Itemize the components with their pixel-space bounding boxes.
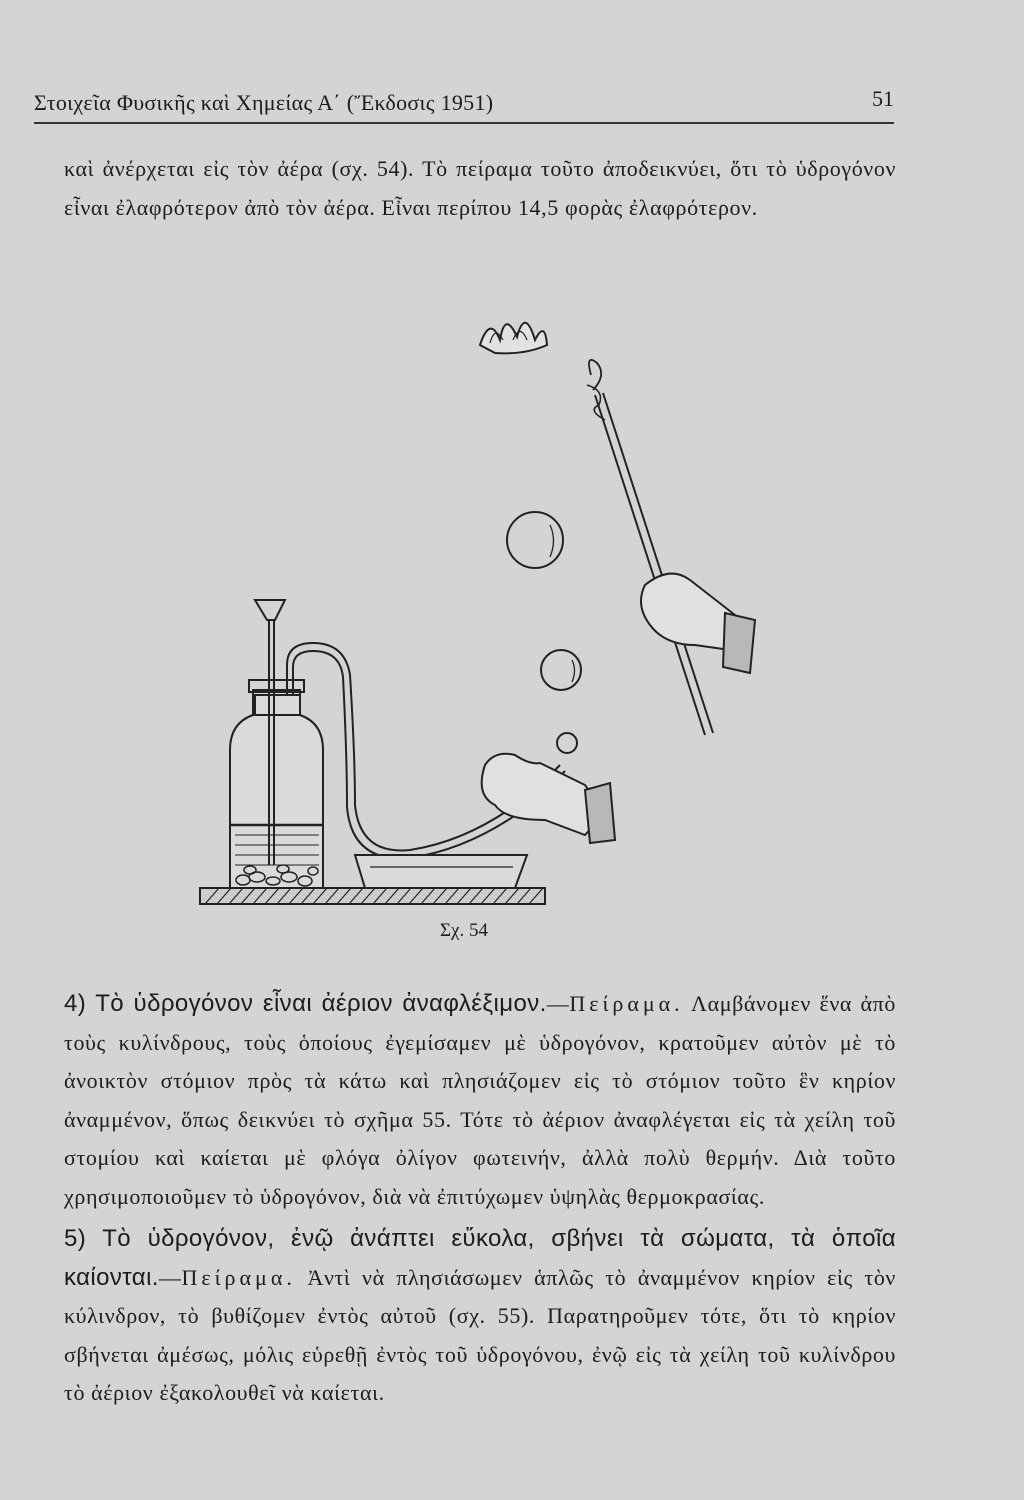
section-4-dash: — — [546, 991, 570, 1016]
section-5-heading: 5) Τὸ ὑδρογόνον, ἐνῷ ἀνάπτει εὔκολα, σβήνει τὰ σώματα, τὰ ὁποῖα καίονται. — [64, 1225, 896, 1291]
section-4-label: Πείραμα. — [569, 991, 684, 1016]
section-5-label: Πείραμα. — [181, 1264, 296, 1290]
section-4-paragraph — [64, 985, 896, 1216]
section-5-paragraph — [64, 1220, 896, 1413]
figure-54-illustration — [195, 295, 775, 930]
section-4-text: Λαμβάνομεν ἕνα ἀπὸ τοὺς κυλίνδρους, τοὺς ὁποίους ἐγεμίσαμεν μὲ ὑδρογόνον, κρατοῦμεν αὐτὸν μὲ τὸ ἀνοικτὸν στόμιον πρὸς τὰ κάτω καὶ πλησιάζομεν εἰς τὸ στόμιον τοῦτο ἓν κηρίον ἀναμμένον, ὅπως δεικνύει τὸ σχῆμα 55. Τότε τὸ ἀέριον ἀναφλέγεται εἰς τὰ χείλη τοῦ στομίου καὶ καίεται μὲ φλόγα ὀλίγον φωτεινήν, ἀλλὰ πολὺ θερμήν. Διὰ τοῦτο χρησιμοποιοῦμεν τὸ ὑδρογόνον, διὰ νὰ ἐπιτύχωμεν ὑψηλὰς θερμοκρασίας. — [64, 991, 896, 1209]
intro-paragraph: καὶ ἀνέρχεται εἰς τὸν ἀέρα (σχ. 54). Τὸ πείραμα τοῦτο ἀποδεικνύει, ὅτι τὸ ὑδρογόνον εἶναι ἐλαφρότερον ἀπὸ τὸν ἀέρα. Εἶναι περίπου 14,5 φορὰς ἐλαφρότερον. — [64, 156, 896, 220]
running-title: Στοιχεῖα Φυσικῆς καὶ Χημείας Α΄ (Ἔκδοσις 1951) — [34, 90, 494, 115]
section-5-text: Ἀντὶ νὰ πλησιάσωμεν ἁπλῶς τὸ ἀναμμένον κηρίον εἰς τὸν κύλινδρον, τὸ βυθίζομεν ἐντὸς αὐτοῦ (σχ. 55). Παρατηροῦμεν τότε, ὅτι τὸ κηρίον σβήνεται ἀμέσως, μόλις εὑρεθῇ ἐντὸς τοῦ ὑδρογόνου, ἐνῷ εἰς τὰ χείλη τοῦ κυλίνδρου τὸ ἀέριον ἐξακολουθεῖ νὰ καίεται. — [64, 1264, 896, 1405]
page-number: 51 — [872, 86, 894, 111]
running-header — [34, 86, 894, 124]
figure-caption: Σχ. 54 — [440, 920, 488, 941]
section-4-heading: 4) Τὸ ὑδρογόνον εἶναι ἀέριον ἀναφλέξιμον. — [64, 990, 547, 1017]
section-5-dash: — — [158, 1264, 182, 1290]
